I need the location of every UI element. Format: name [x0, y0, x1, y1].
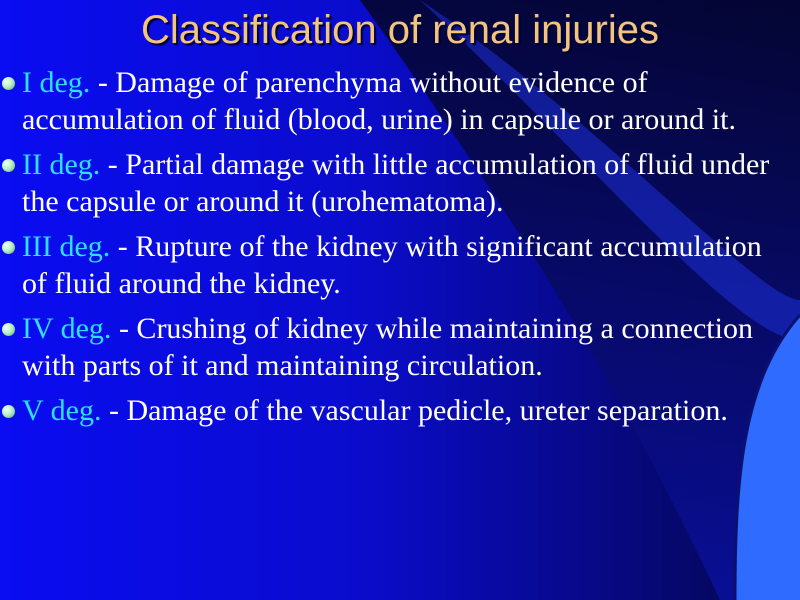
list-item [0, 228, 780, 302]
degree-description: - Damage of parenchyma without evidence of accumulation of fluid (blood, urine) in capsule or around it. [22, 66, 736, 136]
bullet-icon [2, 405, 15, 418]
bullet-icon [2, 159, 15, 172]
degree-description: - Partial damage with little accumulation of fluid under the capsule or around it (urohematoma). [22, 148, 770, 218]
list-item [0, 146, 780, 220]
slide-title: Classification of renal injuries [140, 8, 659, 52]
degree-description: - Damage of the vascular pedicle, ureter separation. [101, 394, 728, 427]
degree-label: I deg. [22, 66, 91, 99]
injury-degree-list [0, 64, 780, 437]
list-item [0, 310, 780, 384]
list-item [0, 392, 780, 429]
degree-label: IV deg. [22, 312, 112, 345]
degree-description: - Rupture of the kidney with significant accumulation of fluid around the kidney. [22, 230, 762, 300]
degree-label: III deg. [22, 230, 111, 263]
bullet-icon [2, 323, 15, 336]
list-item [0, 64, 780, 138]
bullet-icon [2, 77, 15, 90]
bullet-icon [2, 241, 15, 254]
degree-label: II deg. [22, 148, 101, 181]
degree-label: V deg. [22, 394, 102, 427]
degree-description: - Crushing of kidney while maintaining a connection with parts of it and maintaining circulation. [22, 312, 753, 382]
